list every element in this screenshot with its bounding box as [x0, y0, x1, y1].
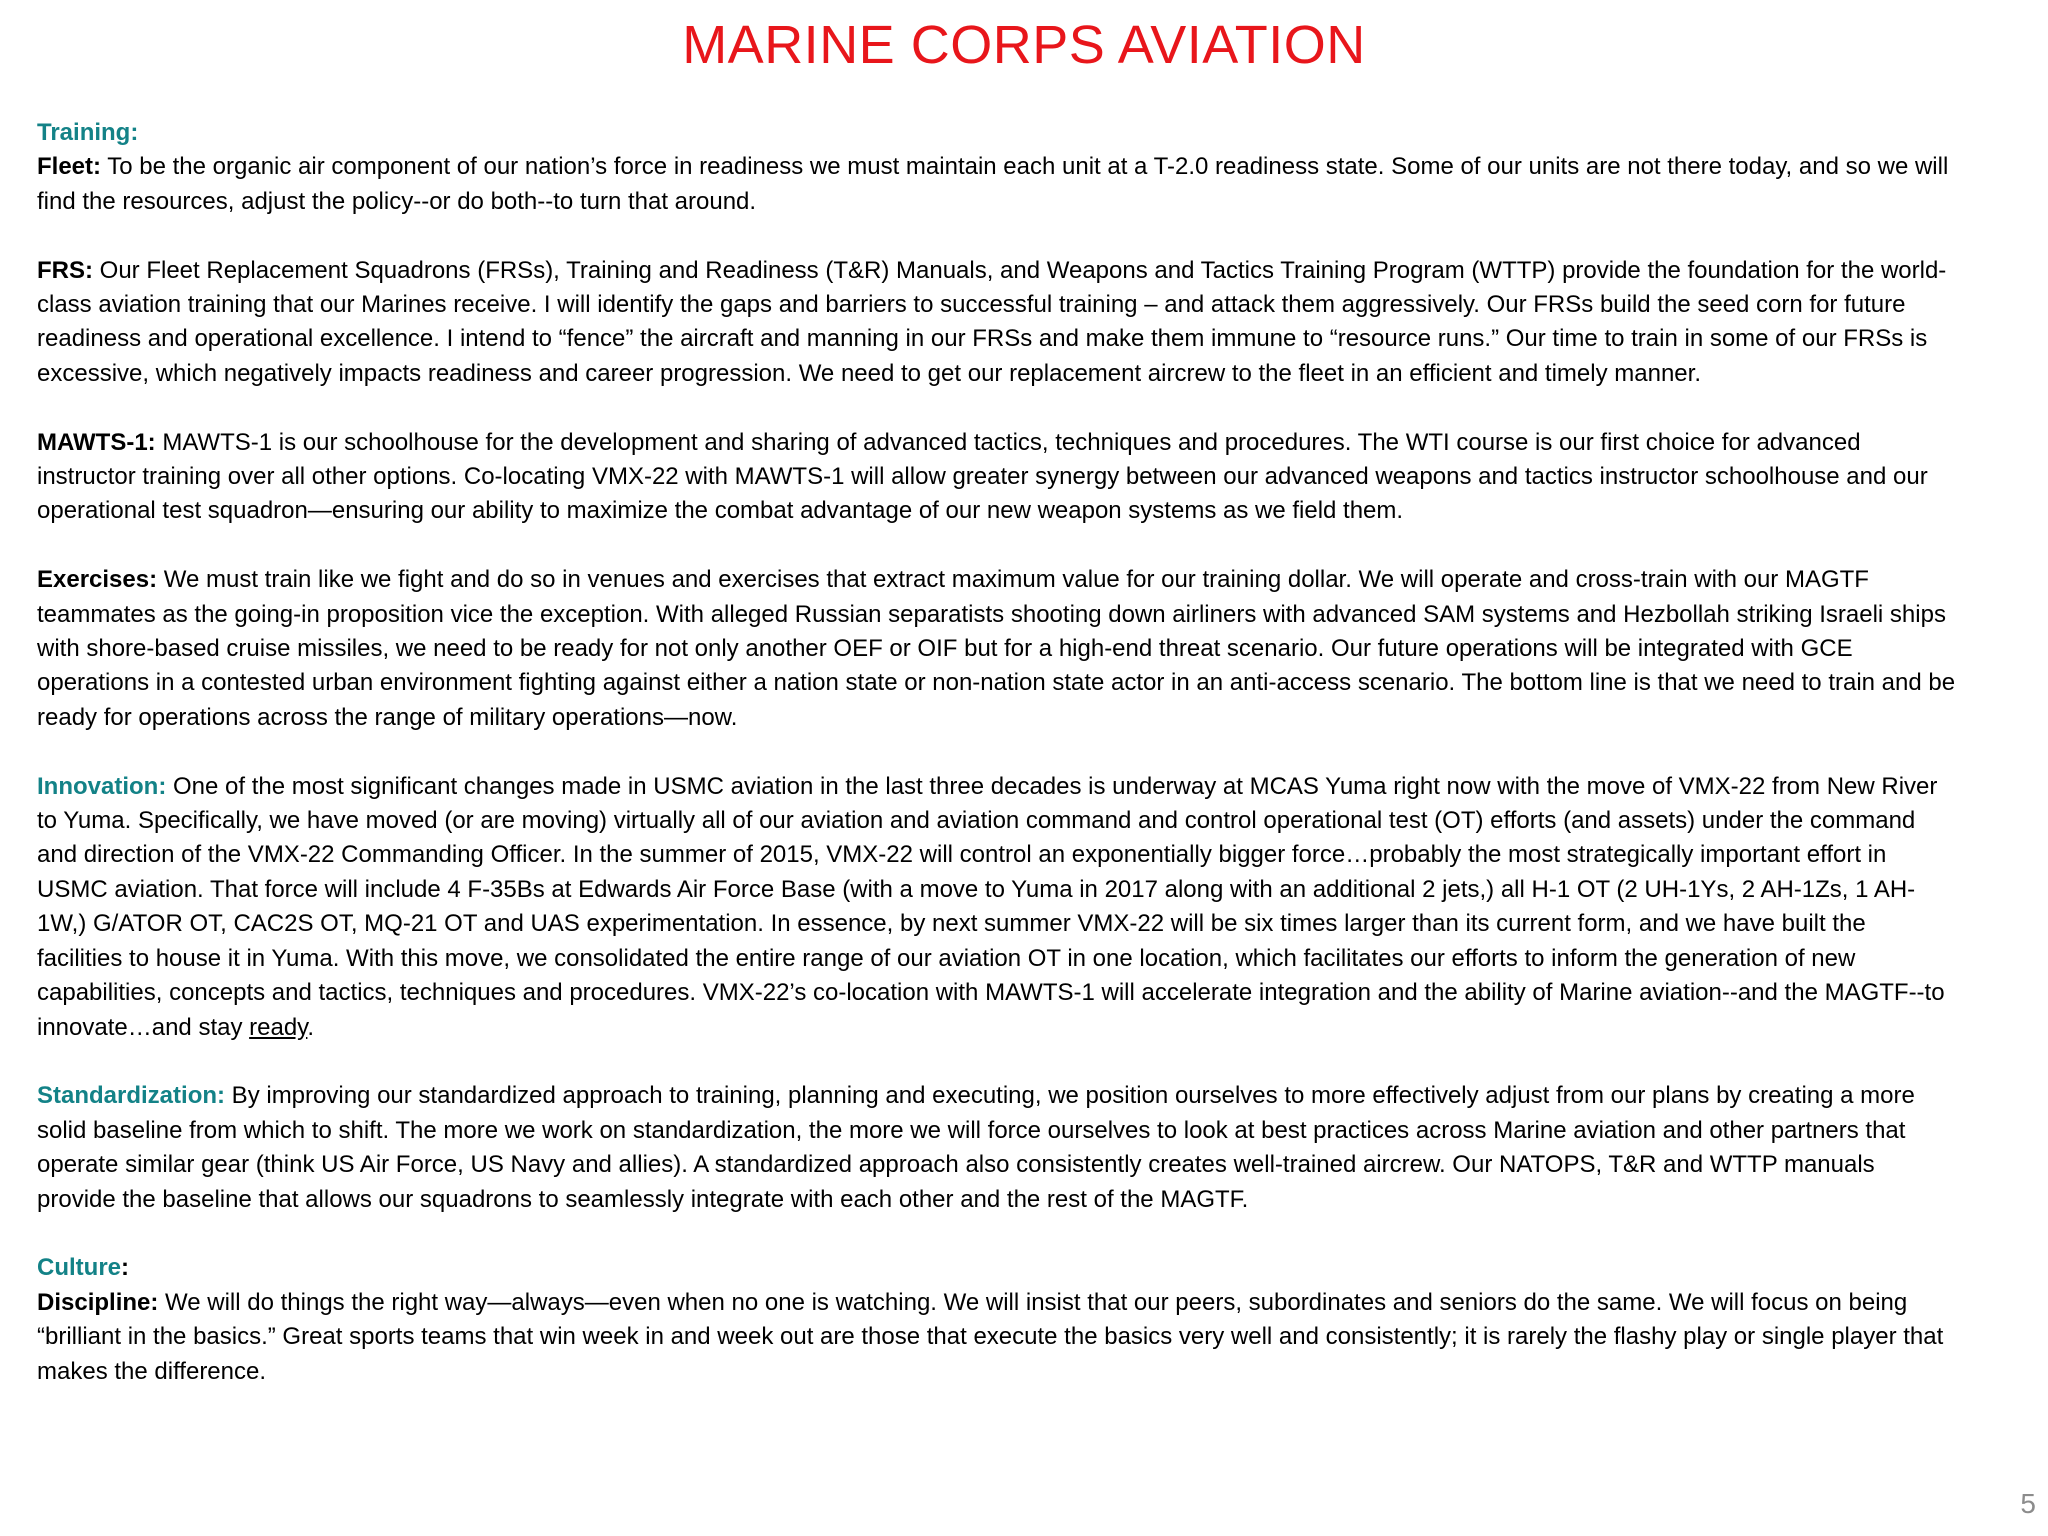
- discipline-paragraph: [37, 1286, 1957, 1389]
- culture-heading-label: Culture: [37, 1254, 121, 1282]
- standardization-label: Standardization:: [37, 1082, 226, 1110]
- discipline-text: We will do things the right way—always—even when no one is watching. We will insist that our peers, subordinates and seniors do the same. We will focus on being “brilliant in the basics.” Great sports teams that win week in and week out are those that execute the basics very well and consistently; it is rarely the flashy play or single player that makes the difference.: [37, 1288, 1944, 1385]
- document-body: [37, 116, 1957, 1389]
- frs-label: FRS:: [37, 256, 93, 284]
- training-heading: [37, 116, 1957, 150]
- discipline-label: Discipline:: [37, 1288, 159, 1316]
- culture-heading: [37, 1251, 1957, 1285]
- fleet-paragraph: [37, 150, 1957, 219]
- training-heading-label: Training:: [37, 119, 139, 146]
- fleet-text: To be the organic air component of our nation’s force in readiness we must maintain each unit at a T-2.0 readiness state. Some of our units are not there today, and so we will find the resources, adjust the policy--or do both--to turn that around.: [37, 153, 1949, 215]
- frs-paragraph: [37, 254, 1957, 392]
- exercises-label: Exercises:: [37, 566, 158, 594]
- standardization-paragraph: [37, 1079, 1957, 1217]
- page-title: MARINE CORPS AVIATION: [682, 15, 1366, 75]
- exercises-paragraph: [37, 563, 1957, 735]
- mawts-label: MAWTS-1:: [37, 428, 156, 456]
- mawts-paragraph: [37, 426, 1957, 529]
- page-number: 5: [2020, 1488, 2036, 1519]
- mawts-text: MAWTS-1 is our schoolhouse for the development and sharing of advanced tactics, techniques and procedures. The WTI course is our first choice for advanced instructor training over all other options. Co-locating VMX-22 with MAWTS-1 will allow greater synergy between our advanced weapons and tactics instructor schoolhouse and our operational test squadron—ensuring our ability to maximize the combat advantage of our new weapon systems as we field them.: [37, 428, 1928, 525]
- fleet-label: Fleet:: [37, 153, 102, 181]
- innovation-text: One of the most significant changes made in USMC aviation in the last three decades is underway at MCAS Yuma right now with the move of VMX-22 from New River to Yuma. Specifically, we have moved (or are moving) virtually all of our aviation and aviation command and control operational test (OT) efforts (and assets) under the command and direction of the VMX-22 Commanding Officer. In the summer of 2015, VMX-22 will control an exponentially bigger force…probably the most strategically important effort in USMC aviation. That force will include 4 F-35Bs at Edwards Air Force Base (with a move to Yuma in 2017 along with an additional 2 jets,) all H-1 OT (2 UH-1Ys, 2 AH-1Zs, 1 AH-1W,) G/ATOR OT, CAC2S OT, MQ-21 OT and UAS experimentation. In essence, by next summer VMX-22 will be six times larger than its current form, and we have built the facilities to house it in Yuma. With this move, we consolidated the entire range of our aviation OT in one location, which facilitates our efforts to inform the generation of new capabilities, concepts and tactics, techniques and procedures. VMX-22’s co-location with MAWTS-1 will accelerate integration and the ability of Marine aviation--and the MAGTF--to innovate…and stay: [37, 772, 1945, 1041]
- innovation-label: Innovation:: [37, 772, 167, 800]
- exercises-text: We must train like we fight and do so in venues and exercises that extract maximum value for our training dollar. We will operate and cross-train with our MAGTF teammates as the going-in proposition vice the exception. With alleged Russian separatists shooting down airliners with advanced SAM systems and Hezbollah striking Israeli ships with shore-based cruise missiles, we need to be ready for not only another OEF or OIF but for a high-end threat scenario. Our future operations will be integrated with GCE operations in a contested urban environment fighting against either a nation state or non-nation state actor in an anti-access scenario. The bottom line is that we need to train and be ready for operations across the range of military operations—now.: [37, 566, 1956, 731]
- frs-text: Our Fleet Replacement Squadrons (FRSs), Training and Readiness (T&R) Manuals, and Weapons and Tactics Training Program (WTTP) provide the foundation for the world-class aviation training that our Marines receive. I will identify the gaps and barriers to successful training – and attack them aggressively. Our FRSs build the seed corn for future readiness and operational excellence. I intend to “fence” the aircraft and manning in our FRSs and make them immune to “resource runs.” Our time to train in some of our FRSs is excessive, which negatively impacts readiness and career progression. We need to get our replacement aircrew to the fleet in an efficient and timely manner.: [37, 256, 1947, 387]
- culture-heading-colon: :: [121, 1254, 129, 1282]
- innovation-end: .: [307, 1013, 315, 1041]
- standardization-text: By improving our standardized approach to training, planning and executing, we position ourselves to more effectively adjust from our plans by creating a more solid baseline from which to shift. The more we work on standardization, the more we will force ourselves to look at best practices across Marine aviation and other partners that operate similar gear (think US Air Force, US Navy and allies). A standardized approach also consistently creates well-trained aircrew. Our NATOPS, T&R and WTTP manuals provide the baseline that allows our squadrons to seamlessly integrate with each other and the rest of the MAGTF.: [37, 1082, 1915, 1213]
- innovation-underlined-word: ready: [249, 1013, 308, 1041]
- innovation-paragraph: [37, 770, 1957, 1045]
